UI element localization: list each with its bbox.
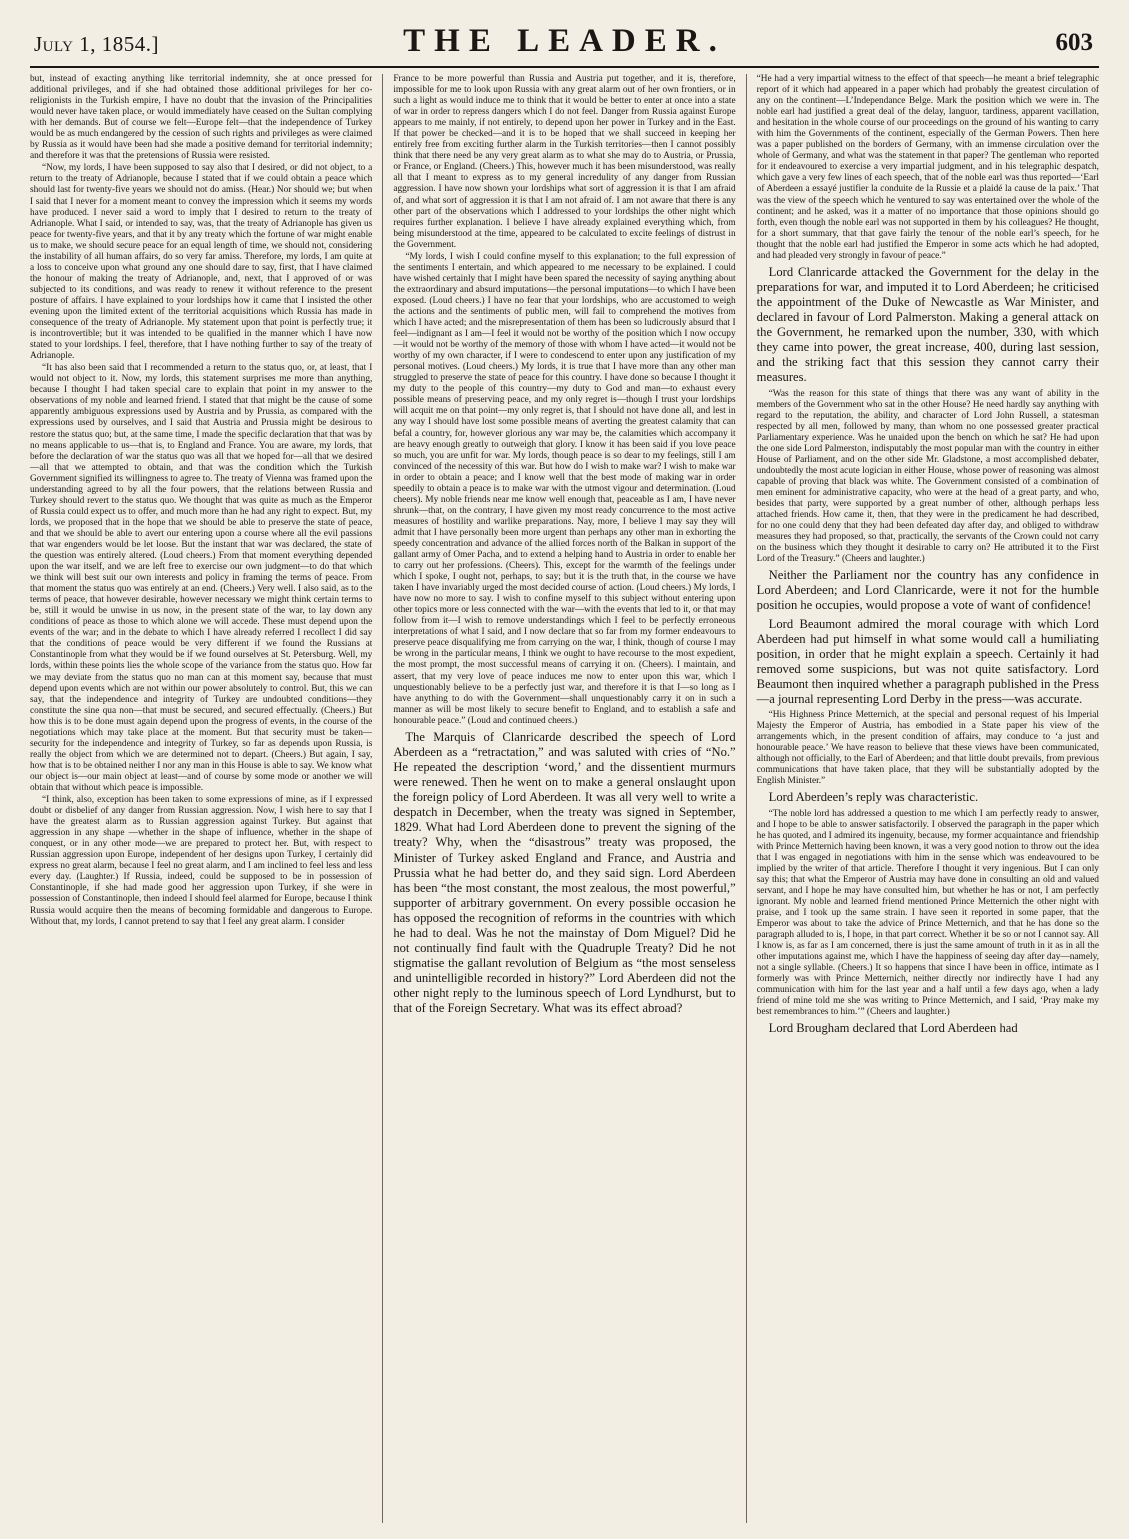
issue-date: July 1, 1854.]: [34, 32, 159, 56]
column-3-speech: “Was the reason for this state of things that there was any want of ability in the members of the Government who sat in the other House? He need hardly say anything with regard to the reputation, the ability, and character of Lord John Russell, a statesman respected by all men, followed by many, than whom no one possessed greater practical Parliamentary experience. Was he unaided upon the bench on which he sat? He had upon the one side Lord Palmerston, indisputably the most popular man with the country in either House of Parliament, and on the other side Mr. Gladstone, a most accomplished debater, undoubtedly the most acute logician in either House, whose power of reasoning was almost capable of proving that black was white. The Government consisted of a combination of men eminent for administrative capacity, who were at the head of a great party, and who, besides that party, were supported by a great number of other, although perhaps less attached friends. How came it, then, that they were in the predicament he had described, for no one could deny that they had been defeated day after day, and obliged to withdraw measures they had proposed, so that, practically, the servants of the Crown could not carry on the business which they thought it desirable to carry on? He attributed it to the First Lord of the Treasury.” (Cheers and laughter.): [756, 388, 1099, 565]
newspaper-title: THE LEADER.: [403, 23, 726, 59]
column-3: [746, 74, 1099, 1523]
column-3-narrative: Lord Clanricarde attacked the Government for the delay in the preparations for war, and imputed it to Lord Aberdeen; he criticised the appointment of the Duke of Newcastle as War Minister, and declared in favour of Lord Palmerston. Making a general attack on the Government, he remarked upon the number, 330, with which they came into power, the great increase, 400, during last session, and the striking fact that this session they cannot carry their measures.: [756, 264, 1099, 385]
column-1-paragraph: but, instead of exacting anything like territorial indemnity, she at once pressed for additional privileges, and if she had obtained those additional privileges for her co-religionists in the Turkish empire, I have no doubt that the invasion of the Principalities would never have taken place, or would immediately have ceased on the Sultan complying with her demands. But of course we felt—Europe felt—that the independence of Turkey would be as much endangered by the cession of such rights and privileges as were claimed by Russia as it would have been had she made a positive demand for territorial indemnity; and therefore it was that the pretensions of Russia were resisted.: [30, 74, 373, 162]
column-2: [382, 74, 735, 1523]
column-3-narrative: Neither the Parliament nor the country has any confidence in Lord Aberdeen; and Lord Clanricarde, were it not for the humble position he occupies, would propose a vote of want of confidence!: [756, 568, 1099, 613]
column-3-speech: “His Highness Prince Metternich, at the special and personal request of his Imperial Majesty the Emperor of Austria, has embodied in a State paper his view of the arrangements which, in the present condition of affairs, may conduce to ‘a just and honourable peace.’ We have reason to believe that these views have been communicated, although not officially, to the Earl of Aberdeen; and that little doubt prevails, from previous communications that have taken place, that they will be substantially adopted by the English Minister.”: [756, 710, 1099, 787]
column-1-paragraph: “I think, also, exception has been taken to some expressions of mine, as if I expressed doubt or disbelief of any danger from Russian aggression. Now, I wish here to say that I have the greatest alarm as to Russian aggression against Turkey. But against that aggression in any shape —whether in the shape of influence, whether in the shape of conquest, or in any other mode—we are prepared to protect her. But, with respect to Russian aggression upon Europe, independent of her designs upon Turkey, I certainly did express no great alarm, because I feel no great alarm, and I am inclined to feel less and less every day. (Laughter.) If Russia, indeed, could be supposed to be in possession of Constantinople, if she had made good her aggression upon Turkey, if she were in possession of Constantinople, then indeed I should feel alarmed for Europe, because I think Russia would acquire then the means of becoming formidable and dangerous to Europe. Without that, my lords, I cannot pretend to say that I feel any great alarm. I consider: [30, 795, 373, 927]
column-1-paragraph: “Now, my lords, I have been supposed to say also that I desired, or did not object, to a return to the treaty of Adrianople, because I stated that if we could obtain a peace which should last for twenty-five years we should not do amiss. (Hear.) Nor should we; but when I said that I never for a moment meant to convey the impression which it seems my words have produced. I never said a word to imply that I desired to return to the treaty of Adrianople. What I said, or intended to say, was, that the treaty of Adrianople has given us peace for twenty-five years, and that it by any treaty which the fortune of war might enable us to make, we should secure peace for an equal length of time, we should not, considering the instability of all human affairs, do so very far amiss. Therefore, my lords, I am quite at a loss to conceive upon what ground any one should dare to say, first, that I have claimed the honour of making the treaty of Adrianople, and, next, that I approved of or was subjected to its conditions, and was ready to renew it without reference to the present posture of affairs. I have explained to your lordships how it came that I insisted the other evening upon the limited extent of the territorial acquisitions which Russia has made in consequence of the treaty of Adrianople. My statement upon that point is perfectly true; it is incontrovertible; but it was intended to be qualified in the manner which I have now stated to your lordships. I feel, therefore, that I have nothing further to say of the treaty of Adrianople.: [30, 163, 373, 362]
column-3-speech: “The noble lord has addressed a question to me which I am perfectly ready to answer, and I hope to be able to answer satisfactorily. I observed the paragraph in the paper which he has quoted, and I admired its ingenuity, because, my former acquaintance and friendship with Prince Metternich having been known, it was a very good notion to throw out the idea that I was engaged in negotiations with him in the sense which was endeavoured to be implied by the writer of that article. Therefore I thought it very ingenious. But I can only say this; that what the Emperor of Austria may have done in consulting an old and valued servant, and I hope he may have consulted him, but whether he has or not, I am perfectly ignorant. My noble and learned friend mentioned Prince Metternich the other night with praise, and I took up the same strain. I have seen it reported in some paper, that the Emperor was about to take the advice of Prince Metternich, and that he has done so the paragraph alluded to is, I hope, in that part correct. Whether it be so or not I cannot say. All I know is, as far as I am concerned, there is just the same amount of truth in it as in all the other imputations against me, which I have the happiness of seeing day after day—namely, not a single syllable. (Cheers.) It so happens that since I have been in office, intimate as I formerly was with Prince Metternich, neither directly nor indirectly have I had any communication with him for the last year and a half until a few days ago, when a lady friend of mine told me she was writing to Prince Metternich, and I said, ‘Pray make my best remembrances to him.’” (Cheers and laughter.): [756, 808, 1099, 1018]
page-number: 603: [1055, 29, 1093, 56]
column-3-narrative: Lord Aberdeen’s reply was characteristic.: [768, 790, 979, 805]
column-1-paragraph: “It has also been said that I recommended a return to the status quo, or, at least, that I would not object to it. Now, my lords, this statement surprises me more than anything, because I thought I had taken special care to explain that point in my answer to the observations of my noble and learned friend. I stated that that might be the cause of some apparently ambiguous expressions used by Austria and by Prussia, as compared with the expressions used by ourselves, and I said that Austria and Prussia might be desirous to restore the status quo; but, at the same time, I made the specific declaration that that was by no means applicable to us—that is, to England and France. You are aware, my lords, that before the declaration of war the status quo was all that we hoped for—all that we desired—all that we attempted to obtain, and that was the condition which the Turkish Government signified its willingness to agree to. The treaty of Vienna was framed upon the understanding agreed to by all the four powers, that the relations between Russia and Turkey should revert to the status quo. We thought that was quite as much as the Emperor of Russia could expect us to offer, and much more than he had any right to expect. But, my lords, we proposed that in the hope that we should be able to preserve the state of peace, and that we should be able to avert our entering upon a course where all the evil passions that war engenders would be let loose. But the instant that war was declared, the state of the question was entirely altered. (Loud cheers.) From that moment everything depended upon the war itself, and we are left free to exercise our own judgment—to do that which we think will best suit our own interests and policy in framing the terms of peace. From that moment the status quo was entirely at an end. (Cheers.) Very well. I also said, as to the terms of peace, that however desirable, however necessary we might think certain terms to be, still it would be unwise in us now, in the present state of the war, to lay down any conditions of peace as those to which alone we will accede. These must depend upon the events of the war; and in the debate to which I have already referred I recollect I did say that the conditions of peace would be very different if we found the Russians at Constantinople from what they would be if we found ourselves at St. Petersburg. Well, my lords, within these points lies the whole scope of the variance from the status quo. How far we may deviate from the status quo no man can at this moment say, because that must depend upon events which are not within our power absolutely to control. But, this we can say, that the independence and integrity of Turkey are undoubted conditions—they constitute the sine qua non—that must be secured, and secured effectually. (Cheers.) But how this is to be done must again depend upon the progress of events, in the course of the negotiations which may take place at the moment. But that security must be taken—security for the independence and integrity of Turkey, so far as depends upon Russia, is really the object from which we are determined not to depart. (Cheers.) But again, I say, how that is to be obtained neither I nor any man in this House is able to say. We know what our object is—our main object at least—and of course by some mode or another we will obtain that without which peace is impossible.: [30, 363, 373, 793]
masthead: [30, 14, 1099, 68]
column-2-narrative: The Marquis of Clanricarde described the speech of Lord Aberdeen as a “retractation,” and was saluted with cries of “No.” He repeated the description ‘word,’ and the dissentient murmurs were renewed. Then he went on to make a general onslaught upon the foreign policy of Lord Aberdeen. It was all very well to write a despatch in December, when the treaty was signed in September, 1829. What had Lord Aberdeen done to prevent the signing of the treaty? Why, when the “disastrous” treaty was proposed, the Minister of Turkey asked England and France, and Austria and Prussia what he had better do, and they said sign. Lord Aberdeen has been “the most constant, the most zealous, the most powerful,” supporter of arbitrary government. On every possible occasion he has opposed the recognition of reforms in the countries with which he had to deal. Was he not the mainstay of Dom Miguel? Did he not continually find fault with the Quadruple Treaty? Did he not stigmatise the gallant revolution of Belgium as “the most senseless and unintelligible recorded in history?” Lord Aberdeen did not the other night reply to the luminous speech of Lord Lyndhurst, but to that of the Foreign Secretary. What was its effect abroad?: [393, 729, 736, 1016]
column-1: [30, 74, 372, 1523]
column-3-narrative: Lord Brougham declared that Lord Aberdeen had: [768, 1021, 1018, 1036]
column-3-speech: “He had a very impartial witness to the effect of that speech—he meant a brief telegraphic report of it which had appeared in a paper which had probably the greatest circulation of any on the continent—L’Independance Belge. Mark the position which we were in. The noble earl had justified a great deal of the delay, languor, tardiness, apparent vacillation, and hesitation in the whole course of our proceedings on the ground of his wanting to carry with him the Governments of the continent, especially of the German Powers. Then here was a paper published on the borders of Germany, with an immense circulation over the whole of Germany, and what was the statement in that paper? The gentleman who reported for it endeavoured to exercise a very impartial judgment, and in his telegraphic despatch, which gave a very few lines of each speech, that of the noble earl was thus reported—‘Earl of Aberdeen a essayé justifier la conduite de la Russie et a plaidé la cause de la paix.’ That was the view of the speech which he ventured to say was entertained over the whole of the continent; and he asked, was it a matter of no importance that those opinions should go forth, even though the noble earl was not supported in them by his colleagues? He thought, for a short summary, that that gave fairly the tenour of the noble earl’s speech, for he thought that the noble earl had justified the Emperor in some acts which he had adopted, and had pleaded very strongly in favour of peace.”: [756, 74, 1099, 261]
column-2-paragraph: France to be more powerful than Russia and Austria put together, and it is, therefore, impossible for me to look upon Russia with any great alarm out of her own frontiers, or in such a light as would induce me to think that it would be better to enter at once into a state of war in order to repress dangers which I do not feel. Danger from Russia against Europe appears to me mainly, if not entirely, to depend upon her power in Turkey and in the East. If that power be checked—and it is to be hoped that we shall succeed in keeping her entirely free from exciting further alarm in the Turkish territories—then I cannot possibly think that there need be any very great alarm as to what she may do to Austria, or Prussia, or France, or England. (Cheers.) This, however much it has been misunderstood, was really all that I meant to express as to my general incredulity of any danger from Russian aggression. I have now shown your lordships what sort of aggression it is that I am afraid of, and what sort of aggression it is that I am not afraid of. I am not aware that there is any other part of the observations which I addressed to your lordships the other night which requires further explanation. I believe I have already explained everything which, from being misunderstood at the time, appeared to be calculated to excite feelings of distrust in the Government.: [393, 74, 736, 250]
column-3-narrative: Lord Beaumont admired the moral courage with which Lord Aberdeen had put himself in what some would call a humiliating position, in order that he might explain a speech. Certainly it had removed some suspicions, but was not quite satisfactory. Lord Beaumont then inquired whether a paragraph published in the Press—a journal representing Lord Derby in the press—was accurate.: [756, 616, 1099, 707]
article-columns: [30, 74, 1099, 1523]
column-2-paragraph: “My lords, I wish I could confine myself to this explanation; to the full expression of the sentiments I entertain, and which appeared to me necessary to be explained. I could have wished certainly that I might have been spared the necessity of saying anything about the extraordinary and absurd imputations—the personal imputations—to which I have been exposed. (Loud cheers.) I have no fear that your lordships, who are accustomed to weigh the actions and the sentiments of public men, will fail to comprehend the motives from which I have acted; and the misrepresentation of them has been so ludicrously absurd that I feel—indignant as I am—I feel it would not be worthy of the position which I now occupy—it would not be worthy of the memory of those with whom I have acted—it would not be worthy of my own character, if I were to condescend to enter upon any justification of my personal motives. (Loud cheers.) My lords, it is true that I have more than any other man struggled to preserve the state of peace for this country. I have done so because I thought it my duty to the people of this country—my duty to God and man—to exhaust every possible means of preserving peace, and my only regret is—though I trust your lordships will acquit me on that point—my only regret is, that I should not have done all, and lest in any way I should have lost some possible means of averting the greatest calamity that can befal a country, for, however glorious any war may be, the calamities which accompany it are heavy enough greatly to outweigh that glory. I know it has been said if you love peace so much, you are unfit for war. My lords, though peace is so dear to my feelings, still I am convinced of the necessity of this war. But how do I wish to make war? I wish to make war in order to obtain a peace; and I know well that the best mode of making war in order speedily to obtain a peace is to make war with the utmost vigour and determination. (Loud cheers). My noble friends near me know well enough that, peaceable as I am, I have never shrunk—that, on the contrary, I have given my most ready concurrence to the most active measures of hostility and warlike preparations. Nay, more, I believe I may say they will admit that I have personally been more urgent than perhaps any other man in exhorting the speedy concentration and advance of the allied forces north of the Balkan in support of the gallant army of Omer Pacha, and to extend a helping hand to Austria in order to enable her to carry out her professions. (Cheers). This, except for the warmth of the feelings under which I spoke, I ought not, perhaps, to say; but it is the truth that, in the course we have taken I have invariably urged the most decided course of action. (Loud cheers.) My lords, I have now no more to say. I wish to confine myself to this subject without entering upon other topics more or less connected with the war—with the events that led to it, or that may follow from it—I wish to remove understandings which I feel to be perfectly erroneous interpretations of what I said, and I now declare that so far from my former endeavours to preserve peace disqualifying me from carrying on the war, I think, though of course I may be wrong in the particular means, I think we ought to have recourse to the most expedient, the most prompt, the most successful means of carrying it on. (Cheers). I maintain, and assert, that my very love of peace induces me now to enter upon this war, which I unquestionably believe to be a perfectly just war, and therefore it is that I—so long as I have anything to do with the Government—shall unquestionably carry it on in such a manner as will be most likely to secure benefit to England, and to establish a safe and honourable peace.” (Loud and continued cheers.): [393, 251, 736, 726]
